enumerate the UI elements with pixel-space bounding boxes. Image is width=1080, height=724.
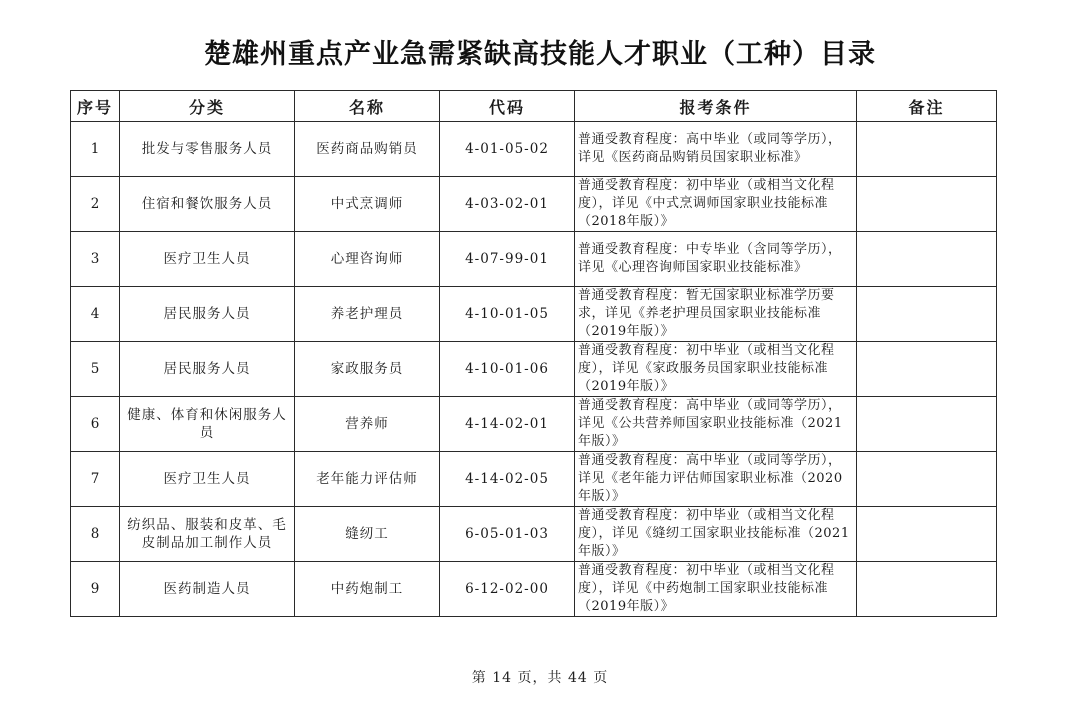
cell-requirement: 普通受教育程度：高中毕业（或同等学历），详见《老年能力评估师国家职业标准（2020年版）》: [575, 452, 857, 507]
cell-number: 6: [71, 397, 120, 452]
page-footer: 第 14 页，共 44 页: [471, 670, 609, 686]
table-row: [71, 397, 997, 452]
cell-requirement: 普通受教育程度：初中毕业（或相当文化程度），详见《缝纫工国家职业技能标准（2021年版）》: [575, 507, 857, 562]
cell-number: 1: [71, 122, 120, 177]
table-row: [71, 232, 997, 287]
cell-requirement: 普通受教育程度：暂无国家职业标准学历要求，详见《养老护理员国家职业技能标准（2019年版）》: [575, 287, 857, 342]
cell-category: 健康、体育和休闲服务人员: [120, 397, 295, 452]
cell-requirement: 普通受教育程度：高中毕业（或同等学历），详见《医药商品购销员国家职业标准》: [575, 122, 857, 177]
cell-code: 4-07-99-01: [440, 232, 575, 287]
cell-number: 7: [71, 452, 120, 507]
cell-category: 住宿和餐饮服务人员: [120, 177, 295, 232]
cell-category: 批发与零售服务人员: [120, 122, 295, 177]
cell-note: [857, 122, 997, 177]
cell-number: 4: [71, 287, 120, 342]
cell-number: 8: [71, 507, 120, 562]
table-row: [71, 342, 997, 397]
cell-code: 4-14-02-01: [440, 397, 575, 452]
cell-code: 4-10-01-05: [440, 287, 575, 342]
column-header-category: 分类: [120, 91, 295, 122]
cell-name: 医药商品购销员: [295, 122, 440, 177]
column-header-requirement: 报考条件: [575, 91, 857, 122]
cell-category: 居民服务人员: [120, 342, 295, 397]
cell-code: 4-03-02-01: [440, 177, 575, 232]
cell-code: 4-14-02-05: [440, 452, 575, 507]
cell-note: [857, 562, 997, 617]
cell-requirement: 普通受教育程度：初中毕业（或相当文化程度），详见《家政服务员国家职业技能标准（2019年版）》: [575, 342, 857, 397]
column-header-note: 备注: [857, 91, 997, 122]
cell-name: 中药炮制工: [295, 562, 440, 617]
column-header-name: 名称: [295, 91, 440, 122]
column-header-number: 序号: [71, 91, 120, 122]
cell-note: [857, 287, 997, 342]
table-row: [71, 177, 997, 232]
table-row: [71, 507, 997, 562]
cell-code: 6-05-01-03: [440, 507, 575, 562]
cell-name: 老年能力评估师: [295, 452, 440, 507]
cell-name: 养老护理员: [295, 287, 440, 342]
cell-name: 营养师: [295, 397, 440, 452]
column-header-code: 代码: [440, 91, 575, 122]
cell-note: [857, 342, 997, 397]
cell-category: 医药制造人员: [120, 562, 295, 617]
cell-number: 9: [71, 562, 120, 617]
cell-name: 中式烹调师: [295, 177, 440, 232]
cell-requirement: 普通受教育程度：初中毕业（或相当文化程度），详见《中式烹调师国家职业技能标准（2018年版）》: [575, 177, 857, 232]
cell-note: [857, 232, 997, 287]
cell-requirement: 普通受教育程度：中专毕业（含同等学历），详见《心理咨询师国家职业技能标准》: [575, 232, 857, 287]
cell-requirement: 普通受教育程度：高中毕业（或同等学历），详见《公共营养师国家职业技能标准（2021年版）》: [575, 397, 857, 452]
cell-requirement: 普通受教育程度：初中毕业（或相当文化程度），详见《中药炮制工国家职业技能标准（2019年版）》: [575, 562, 857, 617]
cell-name: 心理咨询师: [295, 232, 440, 287]
table-row: [71, 562, 997, 617]
cell-category: 纺织品、服装和皮革、毛皮制品加工制作人员: [120, 507, 295, 562]
cell-code: 4-10-01-06: [440, 342, 575, 397]
document-title: 楚雄州重点产业急需紧缺高技能人才职业（工种）目录: [204, 39, 876, 70]
cell-number: 3: [71, 232, 120, 287]
cell-note: [857, 177, 997, 232]
occupation-catalog-table: [70, 90, 997, 617]
cell-code: 4-01-05-02: [440, 122, 575, 177]
table-row: [71, 122, 997, 177]
table-row: [71, 287, 997, 342]
cell-category: 医疗卫生人员: [120, 452, 295, 507]
cell-code: 6-12-02-00: [440, 562, 575, 617]
table-header-row: [71, 91, 997, 122]
cell-number: 5: [71, 342, 120, 397]
cell-name: 家政服务员: [295, 342, 440, 397]
cell-category: 医疗卫生人员: [120, 232, 295, 287]
cell-note: [857, 452, 997, 507]
cell-number: 2: [71, 177, 120, 232]
cell-name: 缝纫工: [295, 507, 440, 562]
cell-category: 居民服务人员: [120, 287, 295, 342]
cell-note: [857, 507, 997, 562]
table-row: [71, 452, 997, 507]
cell-note: [857, 397, 997, 452]
